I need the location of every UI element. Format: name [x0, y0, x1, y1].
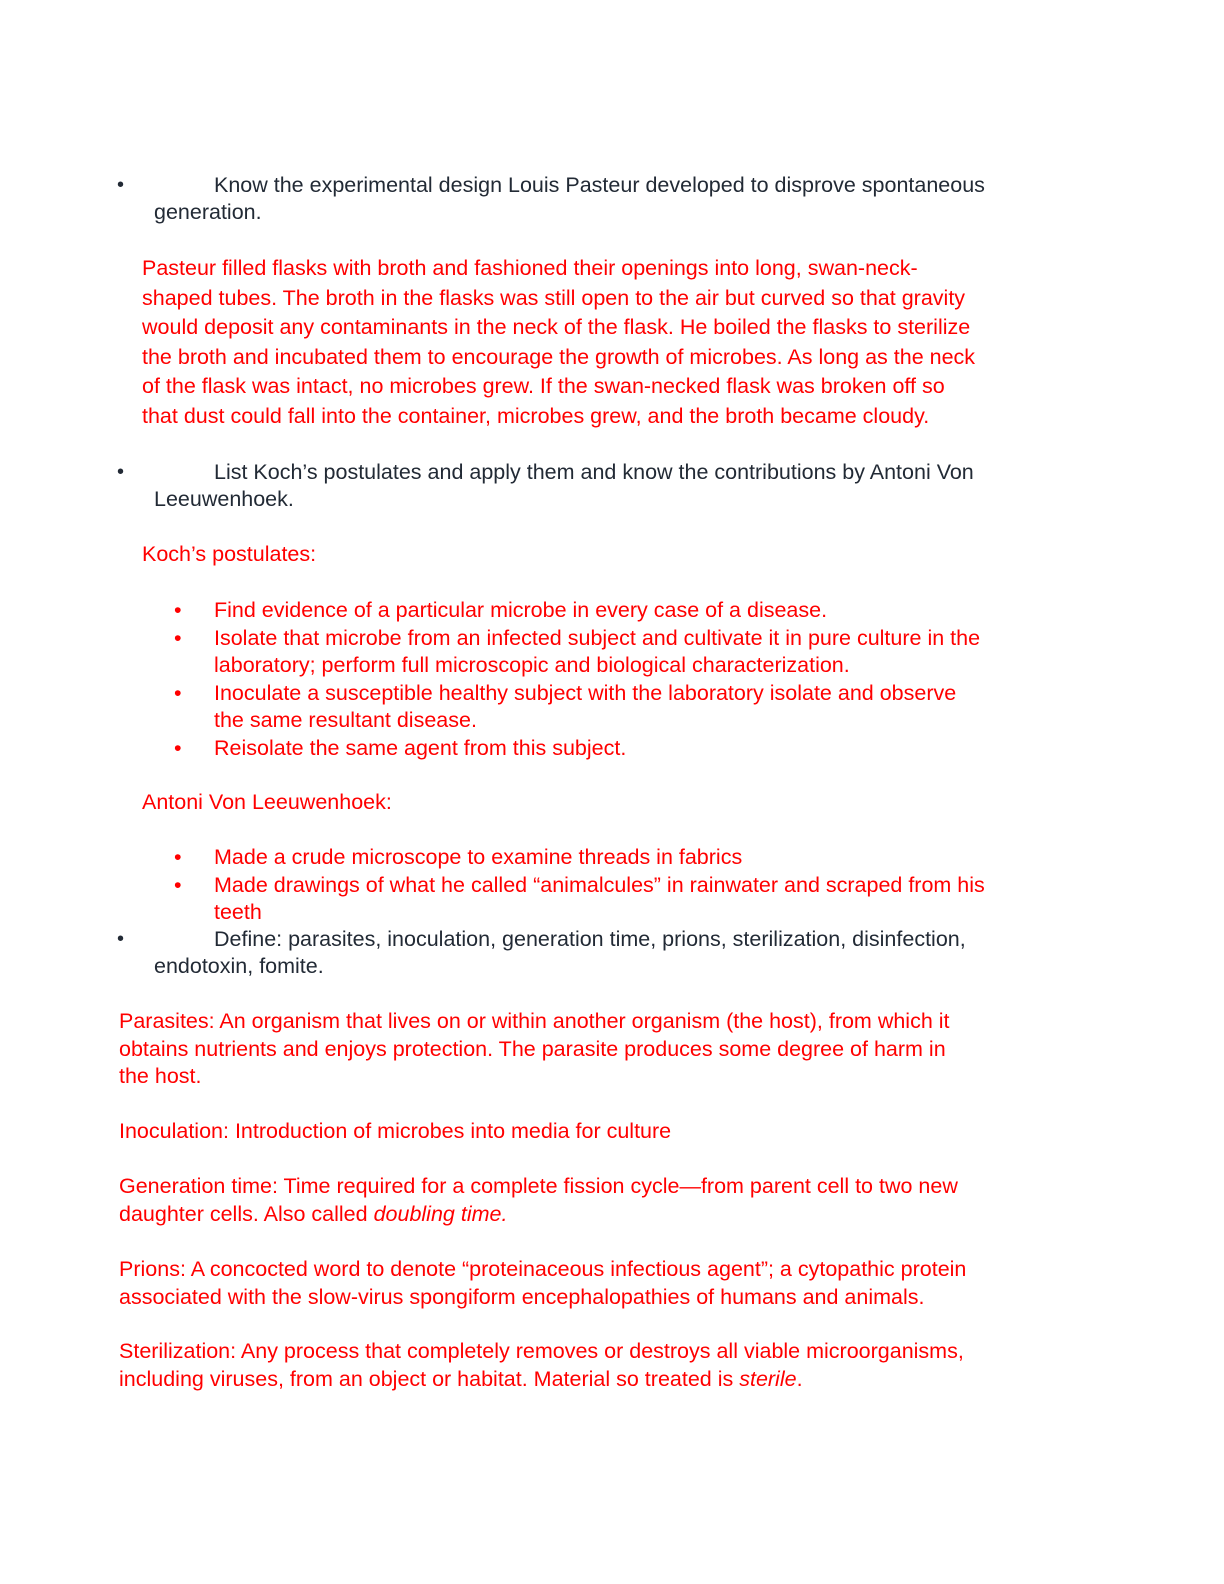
question-1-line-1: Know the experimental design Louis Pasteur developed to disprove spontaneous: [214, 173, 985, 197]
answer-pasteur-line: of the flask was intact, no microbes grew. If the swan-necked flask was broken off so: [142, 374, 945, 399]
list-item: [174, 680, 1094, 735]
definition-text: daughter cells. Also called: [119, 1201, 374, 1226]
list-item-text: the same resultant disease.: [214, 708, 477, 732]
bullet: •: [174, 680, 182, 705]
list-item-text: Inoculate a susceptible healthy subject with the laboratory isolate and observe: [214, 680, 957, 705]
list-item: [174, 597, 1094, 625]
leeuwenhoek-contributions-list: [174, 844, 1094, 927]
answer-pasteur-line: Pasteur filled flasks with broth and fashioned their openings into long, swan-neck-: [142, 256, 918, 280]
definition-inoculation: [119, 1118, 1079, 1146]
list-item: [174, 625, 1094, 680]
list-item-text: Made drawings of what he called “animalcules” in rainwater and scraped from his: [214, 872, 985, 897]
question-3-line-2: endotoxin, fomite.: [154, 954, 324, 978]
definition-sterilization: [119, 1338, 1079, 1393]
bullet-q2: •: [117, 461, 125, 483]
definition-line: Generation time: Time required for a complete fission cycle—from parent cell to two new: [119, 1174, 958, 1198]
definition-generation-time: [119, 1173, 1079, 1228]
bullet-q3: •: [117, 928, 125, 950]
leeuwenhoek-heading: Antoni Von Leeuwenhoek:: [142, 790, 392, 814]
answer-pasteur-line: the broth and incubated them to encourage the growth of microbes. As long as the neck: [142, 344, 976, 369]
list-item-text: Isolate that microbe from an infected subject and cultivate it in pure culture in the: [214, 625, 981, 650]
definition-italic-term: sterile: [739, 1366, 797, 1391]
definition-line: Parasites: An organism that lives on or within another organism (the host), from which it: [119, 1009, 950, 1033]
definition-line: Prions: A concocted word to denote “proteinaceous infectious agent”; a cytopathic protein: [119, 1257, 967, 1281]
question-2-line-2: Leeuwenhoek.: [154, 487, 294, 511]
definition-prions: [119, 1256, 1079, 1311]
list-item: [174, 844, 1094, 872]
bullet: •: [174, 735, 182, 760]
answer-pasteur-line: would deposit any contaminants in the neck of the flask. He boiled the flasks to sterilize: [142, 315, 971, 340]
answer-pasteur-line: shaped tubes. The broth in the flasks was still open to the air but curved so that gravity: [142, 285, 966, 310]
definition-text: .: [796, 1366, 803, 1391]
koch-postulates-list: [174, 597, 1094, 762]
list-item-text: Find evidence of a particular microbe in every case of a disease.: [214, 598, 828, 622]
bullet-q1: •: [117, 174, 125, 196]
list-item-text: teeth: [214, 900, 262, 924]
bullet: •: [174, 598, 182, 622]
definition-italic-term: doubling time.: [373, 1201, 508, 1226]
list-item-text: Reisolate the same agent from this subject.: [214, 735, 627, 760]
answer-pasteur-line: that dust could fall into the container, microbes grew, and the broth became cloudy.: [142, 403, 930, 428]
list-item: [174, 872, 1094, 927]
bullet: •: [174, 845, 182, 869]
question-1-line-2: generation.: [154, 200, 262, 224]
list-item-text: Made a crude microscope to examine threads in fabrics: [214, 845, 743, 869]
definition-parasites: [119, 1008, 1079, 1091]
koch-heading: Koch’s postulates:: [142, 542, 317, 566]
bullet: •: [174, 625, 182, 650]
definition-line: obtains nutrients and enjoys protection. The parasite produces some degree of harm in: [119, 1036, 946, 1061]
definition-line: [119, 1366, 1079, 1394]
question-3-line-1: Define: parasites, inoculation, generation time, prions, sterilization, disinfection,: [214, 927, 966, 951]
list-item-text: laboratory; perform full microscopic and biological characterization.: [214, 653, 850, 677]
list-item: [174, 735, 1094, 763]
definition-line: Inoculation: Introduction of microbes into media for culture: [119, 1119, 672, 1143]
definition-line: associated with the slow-virus spongiform encephalopathies of humans and animals.: [119, 1284, 925, 1309]
definition-text: including viruses, from an object or habitat. Material so treated is: [119, 1366, 740, 1391]
definition-line: the host.: [119, 1064, 202, 1088]
definition-line: [119, 1201, 1079, 1229]
definition-line: Sterilization: Any process that completely removes or destroys all viable microorganisms,: [119, 1339, 964, 1363]
bullet: •: [174, 872, 182, 897]
answer-pasteur: [142, 254, 1082, 432]
question-2-line-1: List Koch’s postulates and apply them and know the contributions by Antoni Von: [214, 460, 974, 484]
